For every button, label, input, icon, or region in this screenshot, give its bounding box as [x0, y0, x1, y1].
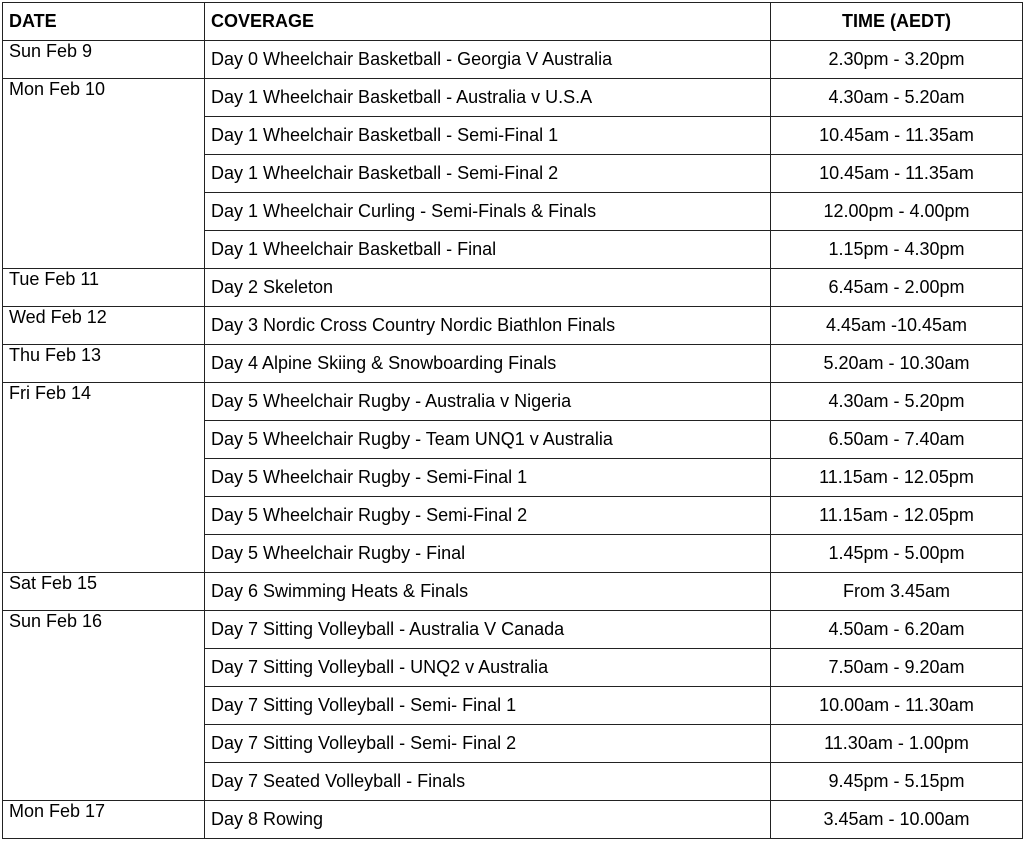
- table-row: [3, 801, 1023, 839]
- coverage-cell: Day 1 Wheelchair Basketball - Final: [205, 231, 771, 269]
- time-cell: 9.45pm - 5.15pm: [771, 763, 1023, 801]
- coverage-cell: Day 8 Rowing: [205, 801, 771, 839]
- time-cell: 3.45am - 10.00am: [771, 801, 1023, 839]
- time-cell: 10.00am - 11.30am: [771, 687, 1023, 725]
- coverage-cell: Day 1 Wheelchair Basketball - Semi-Final 2: [205, 155, 771, 193]
- coverage-cell: Day 7 Seated Volleyball - Finals: [205, 763, 771, 801]
- table-row: [3, 573, 1023, 611]
- date-header: DATE: [3, 3, 205, 41]
- time-cell: 4.30am - 5.20am: [771, 79, 1023, 117]
- coverage-cell: Day 7 Sitting Volleyball - Semi- Final 2: [205, 725, 771, 763]
- coverage-cell: Day 7 Sitting Volleyball - Australia V Canada: [205, 611, 771, 649]
- coverage-cell: Day 3 Nordic Cross Country Nordic Biathlon Finals: [205, 307, 771, 345]
- time-cell: 11.15am - 12.05pm: [771, 459, 1023, 497]
- time-cell: 2.30pm - 3.20pm: [771, 41, 1023, 79]
- coverage-cell: Day 7 Sitting Volleyball - Semi- Final 1: [205, 687, 771, 725]
- time-cell: 1.15pm - 4.30pm: [771, 231, 1023, 269]
- time-cell: 12.00pm - 4.00pm: [771, 193, 1023, 231]
- date-cell: Mon Feb 17: [3, 801, 205, 839]
- table-row: [3, 41, 1023, 79]
- coverage-cell: Day 5 Wheelchair Rugby - Australia v Nigeria: [205, 383, 771, 421]
- date-cell: Thu Feb 13: [3, 345, 205, 383]
- coverage-cell: Day 1 Wheelchair Basketball - Semi-Final 1: [205, 117, 771, 155]
- date-cell: Tue Feb 11: [3, 269, 205, 307]
- table-row: [3, 269, 1023, 307]
- header-row: [3, 3, 1023, 41]
- date-cell: Fri Feb 14: [3, 383, 205, 573]
- time-cell: 1.45pm - 5.00pm: [771, 535, 1023, 573]
- date-cell: Sat Feb 15: [3, 573, 205, 611]
- date-cell: Sun Feb 9: [3, 41, 205, 79]
- table-row: [3, 611, 1023, 649]
- time-header: TIME (AEDT): [771, 3, 1023, 41]
- time-cell: 4.50am - 6.20am: [771, 611, 1023, 649]
- coverage-cell: Day 2 Skeleton: [205, 269, 771, 307]
- table-row: [3, 307, 1023, 345]
- coverage-cell: Day 1 Wheelchair Basketball - Australia v U.S.A: [205, 79, 771, 117]
- coverage-cell: Day 0 Wheelchair Basketball - Georgia V Australia: [205, 41, 771, 79]
- coverage-cell: Day 5 Wheelchair Rugby - Final: [205, 535, 771, 573]
- schedule-body: [3, 41, 1023, 839]
- coverage-cell: Day 4 Alpine Skiing & Snowboarding Finals: [205, 345, 771, 383]
- coverage-cell: Day 7 Sitting Volleyball - UNQ2 v Australia: [205, 649, 771, 687]
- time-cell: 11.15am - 12.05pm: [771, 497, 1023, 535]
- date-cell: Sun Feb 16: [3, 611, 205, 801]
- coverage-cell: Day 5 Wheelchair Rugby - Team UNQ1 v Australia: [205, 421, 771, 459]
- time-cell: 6.50am - 7.40am: [771, 421, 1023, 459]
- time-cell: 10.45am - 11.35am: [771, 117, 1023, 155]
- time-cell: 6.45am - 2.00pm: [771, 269, 1023, 307]
- date-cell: Mon Feb 10: [3, 79, 205, 269]
- coverage-cell: Day 5 Wheelchair Rugby - Semi-Final 2: [205, 497, 771, 535]
- table-row: [3, 345, 1023, 383]
- time-cell: 4.30am - 5.20pm: [771, 383, 1023, 421]
- time-cell: 7.50am - 9.20am: [771, 649, 1023, 687]
- date-cell: Wed Feb 12: [3, 307, 205, 345]
- time-cell: 4.45am -10.45am: [771, 307, 1023, 345]
- coverage-cell: Day 6 Swimming Heats & Finals: [205, 573, 771, 611]
- time-cell: 5.20am - 10.30am: [771, 345, 1023, 383]
- table-row: [3, 383, 1023, 421]
- coverage-cell: Day 5 Wheelchair Rugby - Semi-Final 1: [205, 459, 771, 497]
- time-cell: 10.45am - 11.35am: [771, 155, 1023, 193]
- coverage-header: COVERAGE: [205, 3, 771, 41]
- table-row: [3, 79, 1023, 117]
- time-cell: 11.30am - 1.00pm: [771, 725, 1023, 763]
- coverage-cell: Day 1 Wheelchair Curling - Semi-Finals & Finals: [205, 193, 771, 231]
- time-cell: From 3.45am: [771, 573, 1023, 611]
- schedule-table: [2, 2, 1023, 839]
